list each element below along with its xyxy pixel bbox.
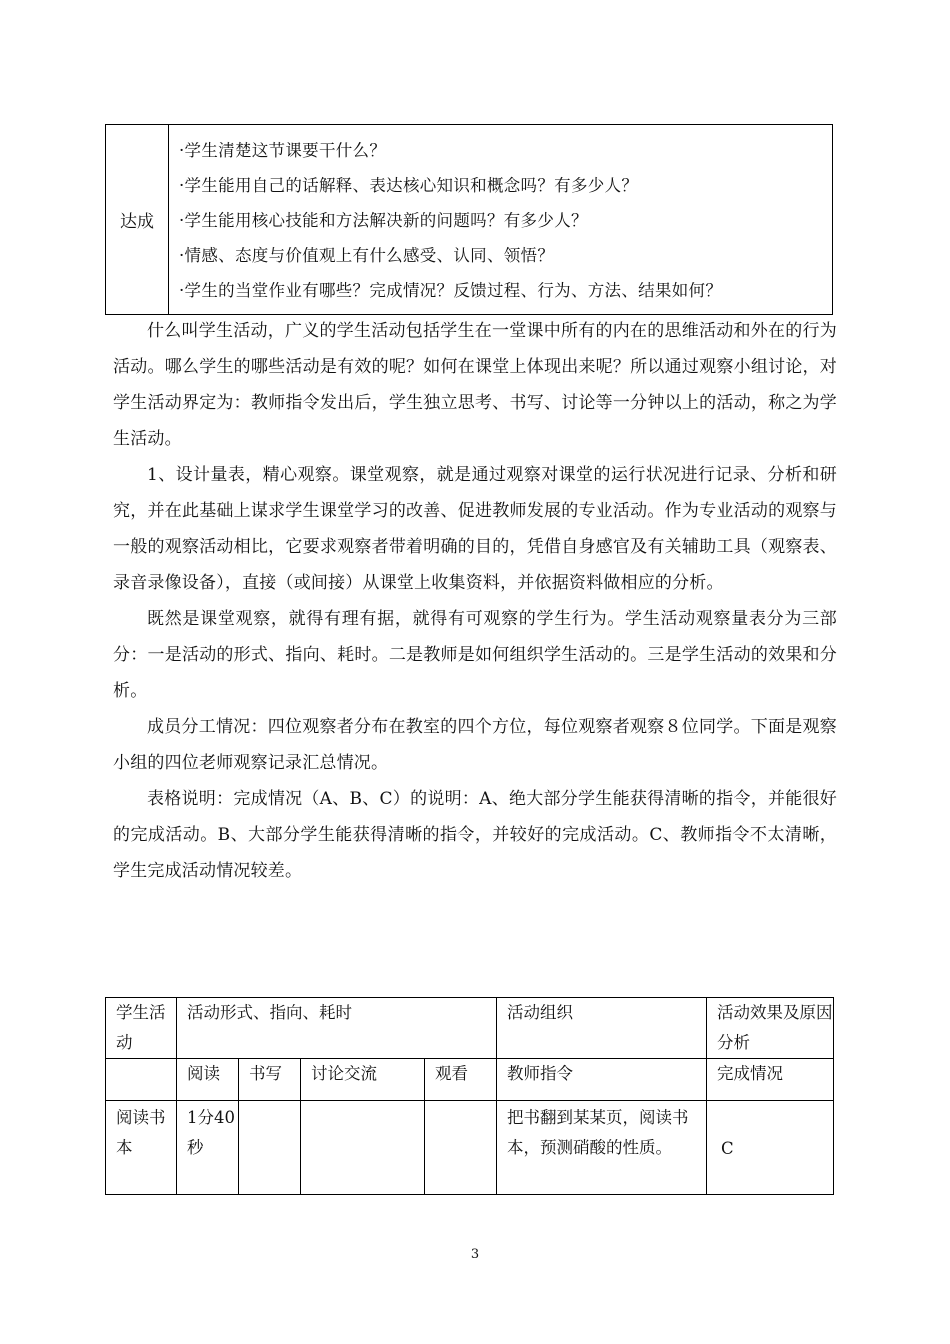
subheader-discussion: 讨论交流 [301, 1059, 425, 1101]
achievement-item: ·学生能用核心技能和方法解决新的问题吗？有多少人？ [179, 211, 588, 230]
achievement-table [105, 124, 833, 315]
header-activity-organization: 活动组织 [497, 998, 707, 1059]
table-subheader-row [106, 1059, 834, 1101]
cell-instruction: 把书翻到某某页，阅读书本，预测硝酸的性质。 [497, 1101, 707, 1195]
subheader-completion: 完成情况 [707, 1059, 834, 1101]
table-header-row [106, 998, 834, 1059]
paragraph: 1、设计量表，精心观察。课堂观察，就是通过观察对课堂的运行状况进行记录、分析和研究，并在此基础上谋求学生课堂学习的改善、促进教师发展的专业活动。作为专业活动的观察与一般的观察活动相比，它要求观察者带着明确的目的，凭借自身感官及有关辅助工具（观察表、录音录像设备），直接（或间接）从课堂上收集资料，并依据资料做相应的分析。 [113, 465, 837, 593]
subheader-writing: 书写 [239, 1059, 301, 1101]
cell-writing [239, 1101, 301, 1195]
header-student-activity: 学生活动 [106, 998, 177, 1059]
paragraph: 成员分工情况：四位观察者分布在教室的四个方位，每位观察者观察８位同学。下面是观察小组的四位老师观察记录汇总情况。 [113, 717, 837, 773]
activity-observation-table [105, 997, 834, 1195]
cell-reading: 1分40秒 [177, 1101, 239, 1195]
paragraph: 表格说明：完成情况（A、B、C）的说明：A、绝大部分学生能获得清晰的指令，并能很好的完成活动。B、大部分学生能获得清晰的指令，并较好的完成活动。C、教师指令不太清晰，学生完成活动情况较差。 [113, 789, 837, 881]
subheader-instruction: 教师指令 [497, 1059, 707, 1101]
subheader-reading: 阅读 [177, 1059, 239, 1101]
cell-watching [425, 1101, 497, 1195]
cell-discussion [301, 1101, 425, 1195]
achievement-items [169, 125, 832, 314]
achievement-item: ·情感、态度与价值观上有什么感受、认同、领悟？ [179, 246, 555, 265]
paragraph: 既然是课堂观察，就得有理有据，就得有可观察的学生行为。学生活动观察量表分为三部分：一是活动的形式、指向、耗时。二是教师是如何组织学生活动的。三是学生活动的效果和分析。 [113, 609, 837, 701]
achievement-item: ·学生能用自己的话解释、表达核心知识和概念吗？有多少人？ [179, 176, 639, 195]
empty-cell [106, 1059, 177, 1101]
paragraph: 什么叫学生活动，广义的学生活动包括学生在一堂课中所有的内在的思维活动和外在的行为活动。哪么学生的哪些活动是有效的呢？如何在课堂上体现出来呢？所以通过观察小组讨论，对学生活动界定为：教师指令发出后，学生独立思考、书写、讨论等一分钟以上的活动，称之为学生活动。 [113, 321, 837, 449]
header-activity-form: 活动形式、指向、耗时 [177, 998, 497, 1059]
page-number: 3 [470, 1247, 480, 1262]
table-row [106, 1101, 834, 1195]
cell-completion: C [707, 1101, 834, 1195]
header-activity-effect: 活动效果及原因分析 [707, 998, 834, 1059]
body-text [113, 313, 837, 889]
cell-activity: 阅读书本 [106, 1101, 177, 1195]
achievement-label: 达成 [106, 125, 169, 314]
subheader-watching: 观看 [425, 1059, 497, 1101]
achievement-item: ·学生的当堂作业有哪些？完成情况？反馈过程、行为、方法、结果如何？ [179, 281, 723, 300]
achievement-item: ·学生清楚这节课要干什么？ [179, 141, 387, 160]
